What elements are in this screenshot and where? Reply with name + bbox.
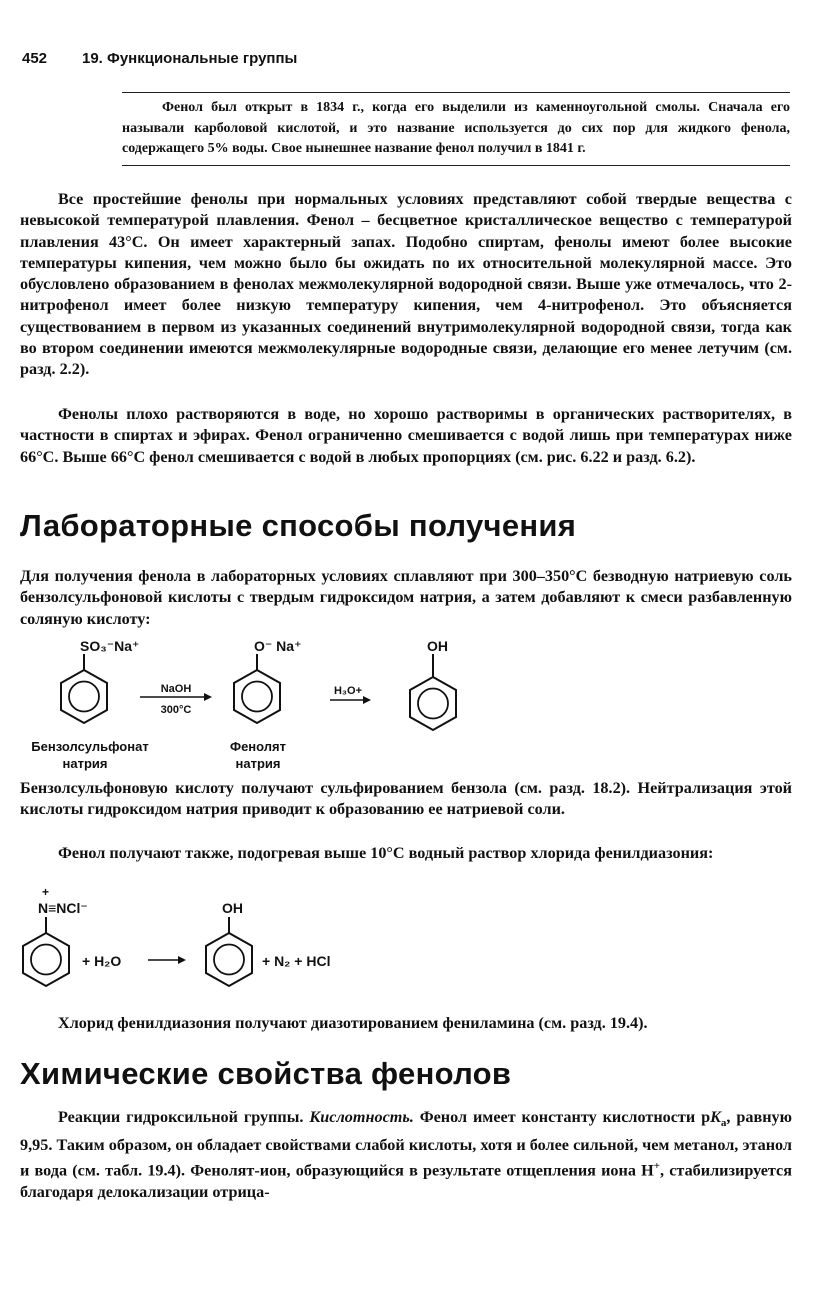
page-header: [22, 50, 297, 67]
benzene-ring-sulfonate: [61, 654, 107, 723]
chapter-title: 19. Функциональные группы: [82, 50, 298, 67]
arrow-condition-temperature: 300°C: [160, 704, 192, 716]
reaction-arrow-acid: [330, 696, 371, 704]
page-number: 452: [22, 50, 48, 67]
diazonium-charge: +: [42, 885, 50, 899]
pka-subscript: a: [720, 1117, 727, 1130]
label-sodium-phenolate-2: натрия: [235, 756, 281, 771]
benzene-ring-phenol: [410, 654, 456, 730]
proton-charge: +: [653, 1159, 661, 1172]
sulfonate-fusion-scheme: [0, 630, 820, 780]
heading-lab-methods: Лабораторные способы получения: [20, 508, 577, 543]
acidity-text-2: , равную 9,95. Таким образом, он обладает свойствами слабой кислоты, хотя и более сильной, чем метанол, этанол и вода (см. табл. 19.4). Фенолят-ион, образующийся в результате отщепления иона H: [20, 1108, 792, 1180]
phenol-oh-label: OH: [427, 638, 448, 654]
product-phenol-oh: OH: [222, 900, 243, 916]
benzene-ring-product-phenol: [206, 917, 252, 986]
phenolate-group-label: O⁻ Na⁺: [254, 638, 302, 654]
label-sodium-benzenesulfonate-2: натрия: [62, 756, 108, 771]
arrow-reagent-hydronium: H₃O+: [333, 685, 363, 697]
note-text: Фенол был открыт в 1834 г., когда его выделили из каменноугольной смолы. Сначала его называли карболовой кислотой, и это название используется до сих пор для жидкого фенола, содержащего 5% воды. Свое нынешнее название фенол получил в 1841 г.: [122, 100, 790, 156]
reagent-water: + H₂O: [82, 953, 122, 969]
label-sodium-benzenesulfonate: Бензолсульфонат: [31, 739, 149, 754]
sulfonate-group-label: SO₃⁻Na⁺: [80, 638, 140, 654]
products-nitrogen-hcl: + N₂ + HCl: [262, 953, 331, 969]
label-sodium-phenolate: Фенолят: [229, 739, 287, 754]
paragraph-sulfonation: Бензолсульфоновую кислоту получают сульфированием бензола (см. разд. 18.2). Нейтрализация этой кислоты гидроксидом натрия приводит к образованию ее натриевой соли.: [20, 779, 792, 819]
paragraph-properties: Все простейшие фенолы при нормальных условиях представляют собой твердые вещества с невысокой температурой плавления. Фенол – бесцветное кристаллическое вещество с температурой плавления 43°С. Он имеет характерный запах. Подобно спиртам, фенолы имеют более высокие температуры кипения, чем можно было бы ожидать по их относительной молекулярной массе. Это обусловлено образованием в фенолах межмолекулярной водородной связи. Выше уже отмечалось, что 2-нитрофенол имеет более низкую температуру кипения, чем 4-нитрофенол. Это объясняется существованием в первом из указанных соединений внутримолекулярной водородной связи, тогда как во втором соединении имеются межмолекулярные водородные связи, делающие его менее летучим (см. разд. 2.2).: [20, 190, 792, 379]
paragraph-acidity: [20, 1107, 792, 1203]
benzene-ring-diazonium: [23, 917, 69, 986]
benzene-ring-phenolate: [234, 654, 280, 723]
arrow-reagent-naoh: NaOH: [160, 683, 192, 695]
historical-note: [122, 92, 790, 166]
acidity-text-3: , стабилизируется благодаря делокализации отрица-: [20, 1161, 792, 1201]
paragraph-solubility: Фенолы плохо растворяются в воде, но хорошо растворимы в органических растворителях, в частности в спиртах и эфирах. Фенол ограниченно смешивается с водой лишь при температурах ниже 66°С. Выше 66°С фенол смешивается с водой в любых пропорциях (см. рис. 6.22 и разд. 6.2).: [20, 405, 792, 466]
heading-chemical-properties: Химические свойства фенолов: [20, 1056, 512, 1091]
acidity-run-in-heading: Реакции гидроксильной группы.: [58, 1108, 304, 1126]
diazonium-hydrolysis-scheme: [0, 884, 820, 994]
paragraph-lab-synthesis: Для получения фенола в лабораторных условиях сплавляют при 300–350°С безводную натриевую соль бензолсульфоновой кислоты с твердым гидроксидом натрия, а затем добавляют к смеси разбавленную соляную кислоту:: [20, 567, 792, 628]
acidity-text-1: Фенол имеет константу кислотности p: [419, 1108, 711, 1126]
paragraph-diazotization: Хлорид фенилдиазония получают диазотированием фениламина (см. разд. 19.4).: [58, 1014, 648, 1032]
paragraph-diazonium: Фенол получают также, подогревая выше 10°С водный раствор хлорида фенилдиазония:: [58, 844, 714, 862]
acidity-subheading: Кислотность.: [309, 1108, 414, 1126]
pka-k: K: [710, 1108, 721, 1126]
diazonium-group-label: N≡NCl⁻: [38, 900, 88, 916]
reaction-arrow-hydrolysis: [148, 956, 186, 964]
